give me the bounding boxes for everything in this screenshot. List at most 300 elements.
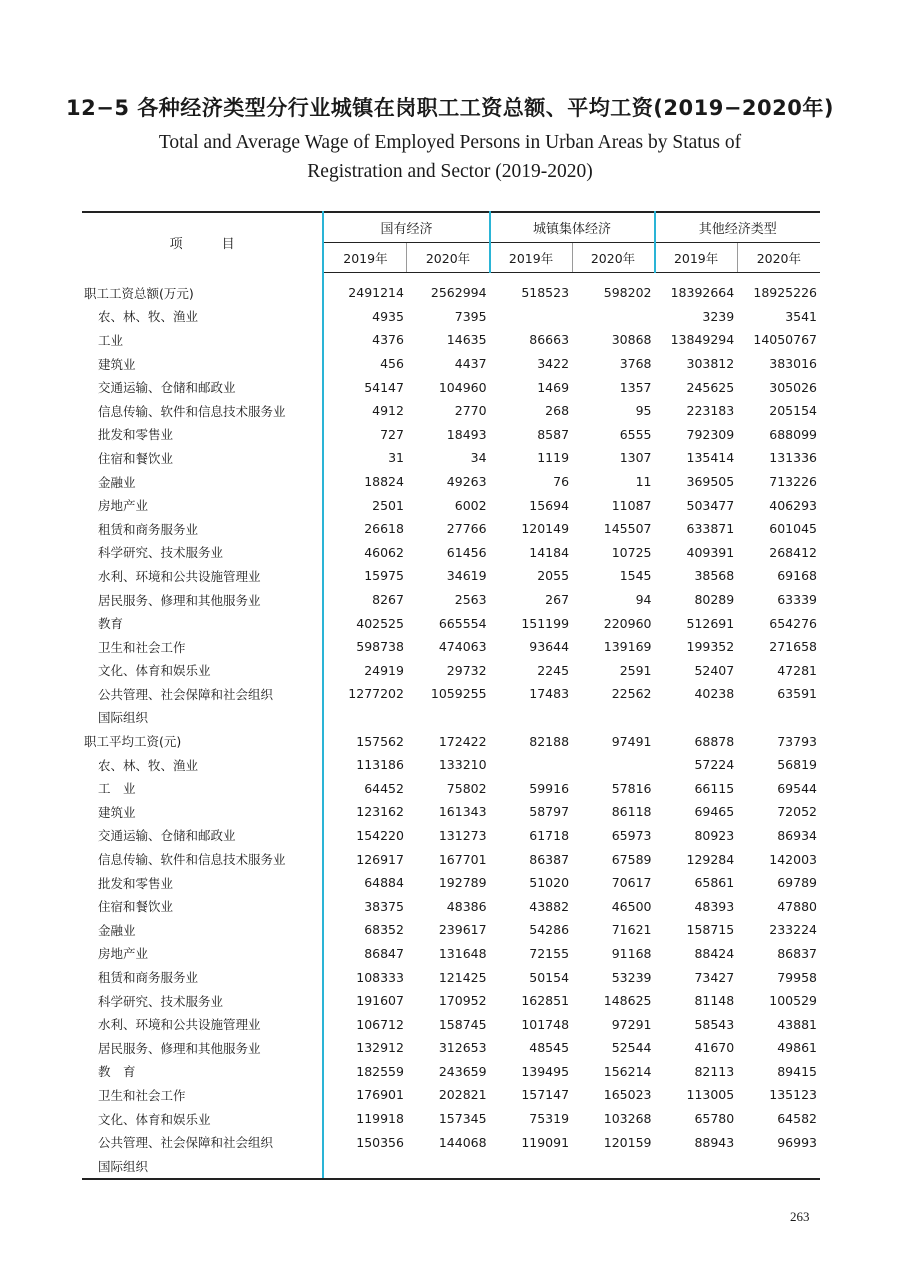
value-cell: 68878 (694, 733, 735, 749)
value-cell: 56819 (777, 757, 817, 773)
value-cell: 10725 (611, 544, 652, 560)
value-cell: 17483 (529, 686, 570, 702)
value-cell: 86663 (529, 332, 570, 348)
value-cell: 18925226 (753, 285, 817, 301)
table-row (82, 659, 820, 683)
value-cell: 267 (545, 592, 570, 608)
year-header: 2020年 (737, 243, 820, 273)
value-cell: 6555 (619, 426, 652, 442)
row-label: 农、林、牧、渔业 (82, 753, 323, 777)
value-cell: 406293 (769, 497, 817, 513)
table-row (82, 1130, 820, 1154)
value-cell: 81148 (694, 993, 735, 1009)
value-cell: 199352 (686, 639, 735, 655)
value-cell (572, 706, 654, 730)
row-label: 水利、环境和公共设施管理业 (82, 564, 323, 588)
value-cell: 108333 (356, 969, 404, 985)
value-cell (323, 1154, 407, 1179)
table-row (82, 729, 820, 753)
row-label: 国际组织 (82, 706, 323, 730)
value-cell: 93644 (529, 639, 570, 655)
value-cell: 139169 (603, 639, 652, 655)
value-cell (572, 305, 654, 329)
value-cell: 202821 (438, 1087, 487, 1103)
value-cell: 402525 (356, 615, 404, 631)
value-cell: 4935 (372, 308, 404, 324)
table-row (82, 918, 820, 942)
value-cell: 68352 (364, 922, 404, 938)
value-cell: 123162 (356, 804, 404, 820)
value-cell: 135414 (686, 450, 735, 466)
value-cell: 71621 (611, 922, 652, 938)
value-cell: 303812 (686, 356, 735, 372)
value-cell: 94 (635, 592, 652, 608)
spacer-cell (323, 273, 407, 282)
value-cell: 18493 (446, 426, 487, 442)
table-row (82, 800, 820, 824)
spacer-cell (572, 273, 654, 282)
value-cell: 103268 (603, 1111, 652, 1127)
row-label: 金融业 (82, 470, 323, 494)
value-cell: 72155 (529, 945, 570, 961)
value-cell: 2591 (619, 662, 652, 678)
value-cell: 131648 (438, 945, 487, 961)
table-row (82, 611, 820, 635)
value-cell: 53239 (611, 969, 652, 985)
row-label: 建筑业 (82, 352, 323, 376)
value-cell: 79958 (777, 969, 817, 985)
value-cell: 176901 (356, 1087, 404, 1103)
group-header-urban-collective: 城镇集体经济 (490, 212, 655, 243)
value-cell: 4912 (372, 403, 404, 419)
value-cell (572, 753, 654, 777)
value-cell: 14635 (446, 332, 487, 348)
page-number: 263 (790, 1209, 810, 1224)
table-row (82, 1036, 820, 1060)
value-cell: 31 (388, 450, 404, 466)
row-label: 文化、体育和娱乐业 (82, 1107, 323, 1131)
value-cell: 6002 (454, 497, 487, 513)
value-cell: 58543 (694, 1016, 735, 1032)
value-cell: 271658 (769, 639, 817, 655)
value-cell: 119918 (356, 1111, 404, 1127)
value-cell: 73793 (777, 733, 817, 749)
value-cell: 305026 (769, 379, 817, 395)
value-cell: 69465 (694, 804, 735, 820)
table-row (82, 305, 820, 329)
row-label: 房地产业 (82, 942, 323, 966)
value-cell: 1545 (619, 568, 652, 584)
table-row (82, 1060, 820, 1084)
row-label: 科学研究、技术服务业 (82, 541, 323, 565)
value-cell: 518523 (521, 285, 570, 301)
value-cell: 223183 (686, 403, 735, 419)
value-cell: 2562994 (430, 285, 487, 301)
value-cell: 503477 (686, 497, 735, 513)
value-cell: 2501 (372, 497, 404, 513)
table-row (82, 706, 820, 730)
row-label: 信息传输、软件和信息技术服务业 (82, 399, 323, 423)
spacer-cell (82, 273, 323, 282)
value-cell: 18824 (364, 474, 404, 490)
value-cell: 383016 (769, 356, 817, 372)
value-cell: 82188 (529, 733, 570, 749)
row-label: 科学研究、技术服务业 (82, 989, 323, 1013)
group-header-state-owned: 国有经济 (323, 212, 489, 243)
row-label: 租赁和商务服务业 (82, 965, 323, 989)
value-cell: 129284 (686, 851, 735, 867)
table-row (82, 588, 820, 612)
row-label: 住宿和餐饮业 (82, 446, 323, 470)
value-cell: 1357 (619, 379, 652, 395)
table-row (82, 281, 820, 305)
value-cell: 3422 (537, 356, 570, 372)
table-row (82, 328, 820, 352)
year-header: 2020年 (572, 243, 654, 273)
header-row-groups (82, 212, 820, 243)
value-cell: 151199 (521, 615, 570, 631)
row-label: 教 育 (82, 1060, 323, 1084)
value-cell: 101748 (521, 1016, 570, 1032)
value-cell: 131273 (438, 827, 487, 843)
value-cell: 713226 (769, 474, 817, 490)
value-cell: 192789 (438, 875, 487, 891)
value-cell: 29732 (446, 662, 487, 678)
value-cell: 120149 (521, 521, 570, 537)
table-row (82, 541, 820, 565)
value-cell: 654276 (769, 615, 817, 631)
table-row (82, 470, 820, 494)
table-row (82, 375, 820, 399)
value-cell: 97291 (611, 1016, 652, 1032)
table-row (82, 423, 820, 447)
value-cell: 46062 (364, 544, 404, 560)
row-label: 职工平均工资(元) (82, 729, 323, 753)
value-cell: 727 (380, 426, 404, 442)
value-cell: 601045 (769, 521, 817, 537)
value-cell: 409391 (686, 544, 735, 560)
value-cell: 18392664 (670, 285, 735, 301)
table-row (82, 965, 820, 989)
row-label: 居民服务、修理和其他服务业 (82, 588, 323, 612)
value-cell: 4437 (454, 356, 487, 372)
value-cell: 158745 (438, 1016, 487, 1032)
value-cell: 47880 (777, 898, 817, 914)
value-cell: 73427 (694, 969, 735, 985)
value-cell: 598202 (603, 285, 652, 301)
table-row (82, 894, 820, 918)
value-cell (737, 1154, 820, 1179)
value-cell (490, 305, 572, 329)
value-cell: 38375 (364, 898, 404, 914)
value-cell: 191607 (356, 993, 404, 1009)
value-cell: 1059255 (430, 686, 487, 702)
table-row (82, 989, 820, 1013)
table-row (82, 1154, 820, 1179)
value-cell: 50154 (529, 969, 570, 985)
value-cell: 233224 (769, 922, 817, 938)
value-cell: 1469 (537, 379, 570, 395)
table-row (82, 446, 820, 470)
year-header: 2019年 (490, 243, 572, 273)
value-cell: 182559 (356, 1063, 404, 1079)
value-cell: 40238 (694, 686, 735, 702)
value-cell: 243659 (438, 1063, 487, 1079)
value-cell: 49861 (777, 1040, 817, 1056)
value-cell: 96993 (777, 1134, 817, 1150)
row-label: 职工工资总额(万元) (82, 281, 323, 305)
row-label: 住宿和餐饮业 (82, 894, 323, 918)
value-cell: 58797 (529, 804, 570, 820)
row-label: 农、林、牧、渔业 (82, 305, 323, 329)
value-cell: 86837 (777, 945, 817, 961)
value-cell: 239617 (438, 922, 487, 938)
value-cell: 51020 (529, 875, 570, 891)
spacer-cell (407, 273, 490, 282)
value-cell: 65861 (694, 875, 735, 891)
value-cell: 64884 (364, 875, 404, 891)
row-label: 信息传输、软件和信息技术服务业 (82, 847, 323, 871)
value-cell: 7395 (454, 308, 487, 324)
value-cell: 142003 (769, 851, 817, 867)
value-cell: 72052 (777, 804, 817, 820)
row-label: 工 业 (82, 776, 323, 800)
value-cell: 43881 (777, 1016, 817, 1032)
value-cell: 2055 (537, 568, 570, 584)
value-cell: 157562 (356, 733, 404, 749)
value-cell: 792309 (686, 426, 735, 442)
value-cell: 30868 (611, 332, 652, 348)
table-row (82, 1012, 820, 1036)
value-cell: 133210 (438, 757, 487, 773)
row-label: 卫生和社会工作 (82, 1083, 323, 1107)
spacer-row (82, 273, 820, 282)
row-label: 公共管理、社会保障和社会组织 (82, 1130, 323, 1154)
value-cell: 80923 (694, 827, 735, 843)
row-label: 工业 (82, 328, 323, 352)
value-cell: 245625 (686, 379, 735, 395)
value-cell: 11087 (611, 497, 652, 513)
value-cell: 82113 (694, 1063, 735, 1079)
value-cell: 97491 (611, 733, 652, 749)
value-cell: 54147 (364, 379, 404, 395)
value-cell: 158715 (686, 922, 735, 938)
value-cell: 113005 (686, 1087, 735, 1103)
value-cell: 268412 (769, 544, 817, 560)
value-cell: 3239 (702, 308, 735, 324)
value-cell: 38568 (694, 568, 735, 584)
value-cell: 65973 (611, 827, 652, 843)
row-label: 房地产业 (82, 493, 323, 517)
value-cell: 59916 (529, 780, 570, 796)
value-cell: 100529 (769, 993, 817, 1009)
subtitle-line-2: Registration and Sector (2019-2020) (307, 161, 593, 182)
row-label: 水利、环境和公共设施管理业 (82, 1012, 323, 1036)
value-cell: 157147 (521, 1087, 570, 1103)
value-cell: 8587 (537, 426, 570, 442)
value-cell: 65780 (694, 1111, 735, 1127)
row-label: 文化、体育和娱乐业 (82, 659, 323, 683)
value-cell: 144068 (438, 1134, 487, 1150)
value-cell: 688099 (769, 426, 817, 442)
value-cell: 66115 (694, 780, 735, 796)
value-cell: 34619 (446, 568, 487, 584)
value-cell: 121425 (438, 969, 487, 985)
value-cell: 161343 (438, 804, 487, 820)
value-cell: 154220 (356, 827, 404, 843)
value-cell: 14050767 (753, 332, 817, 348)
value-cell: 205154 (769, 403, 817, 419)
value-cell: 135123 (769, 1087, 817, 1103)
value-cell: 63339 (777, 592, 817, 608)
table-row (82, 942, 820, 966)
value-cell: 119091 (521, 1134, 570, 1150)
spacer-cell (655, 273, 738, 282)
value-cell: 26618 (364, 521, 404, 537)
value-cell: 104960 (438, 379, 487, 395)
value-cell: 22562 (611, 686, 652, 702)
table-row (82, 824, 820, 848)
value-cell: 14184 (529, 544, 570, 560)
value-cell: 76 (553, 474, 570, 490)
value-cell: 665554 (438, 615, 487, 631)
row-label: 金融业 (82, 918, 323, 942)
value-cell: 67589 (611, 851, 652, 867)
value-cell: 52407 (694, 662, 735, 678)
table-row (82, 517, 820, 541)
year-header: 2019年 (655, 243, 738, 273)
row-label: 卫生和社会工作 (82, 635, 323, 659)
value-cell (572, 1154, 654, 1179)
value-cell (407, 706, 490, 730)
row-label: 租赁和商务服务业 (82, 517, 323, 541)
year-header: 2020年 (407, 243, 490, 273)
value-cell: 165023 (603, 1087, 652, 1103)
value-cell: 46500 (611, 898, 652, 914)
value-cell: 106712 (356, 1016, 404, 1032)
value-cell: 34 (470, 450, 487, 466)
value-cell: 13849294 (670, 332, 735, 348)
value-cell: 2245 (537, 662, 570, 678)
value-cell: 8267 (372, 592, 404, 608)
value-cell: 95 (635, 403, 652, 419)
value-cell: 598738 (356, 639, 404, 655)
table-row (82, 682, 820, 706)
table-row (82, 776, 820, 800)
value-cell: 1307 (619, 450, 652, 466)
value-cell: 86387 (529, 851, 570, 867)
row-label: 交通运输、仓储和邮政业 (82, 375, 323, 399)
value-cell: 69789 (777, 875, 817, 891)
row-label: 批发和零售业 (82, 423, 323, 447)
table-row (82, 493, 820, 517)
value-cell (655, 1154, 738, 1179)
value-cell: 86847 (364, 945, 404, 961)
value-cell: 1277202 (348, 686, 404, 702)
value-cell: 54286 (529, 922, 570, 938)
value-cell: 63591 (777, 686, 817, 702)
table-body (82, 273, 820, 1179)
value-cell: 2770 (454, 403, 487, 419)
item-column-header: 项 目 (82, 212, 323, 273)
value-cell: 126917 (356, 851, 404, 867)
table-row (82, 871, 820, 895)
value-cell: 3768 (619, 356, 652, 372)
table-row (82, 564, 820, 588)
row-label: 公共管理、社会保障和社会组织 (82, 682, 323, 706)
value-cell: 89415 (777, 1063, 817, 1079)
value-cell: 86934 (777, 827, 817, 843)
value-cell: 132912 (356, 1040, 404, 1056)
table-row (82, 399, 820, 423)
value-cell: 88943 (694, 1134, 735, 1150)
value-cell: 69544 (777, 780, 817, 796)
value-cell: 131336 (769, 450, 817, 466)
value-cell: 27766 (446, 521, 487, 537)
row-label: 国际组织 (82, 1154, 323, 1179)
value-cell: 61718 (529, 827, 570, 843)
value-cell: 80289 (694, 592, 735, 608)
value-cell: 48386 (446, 898, 487, 914)
value-cell (323, 706, 407, 730)
value-cell: 64582 (777, 1111, 817, 1127)
value-cell: 167701 (438, 851, 487, 867)
table-row (82, 753, 820, 777)
value-cell: 75319 (529, 1111, 570, 1127)
row-label: 建筑业 (82, 800, 323, 824)
value-cell: 70617 (611, 875, 652, 891)
row-label: 居民服务、修理和其他服务业 (82, 1036, 323, 1060)
value-cell (407, 1154, 490, 1179)
table-row (82, 1083, 820, 1107)
value-cell: 157345 (438, 1111, 487, 1127)
value-cell: 41670 (694, 1040, 735, 1056)
page-subtitle (0, 128, 900, 186)
value-cell: 512691 (686, 615, 735, 631)
spacer-cell (490, 273, 572, 282)
value-cell: 91168 (611, 945, 652, 961)
value-cell: 86118 (611, 804, 652, 820)
value-cell: 15694 (529, 497, 570, 513)
year-header: 2019年 (323, 243, 407, 273)
value-cell: 474063 (438, 639, 487, 655)
value-cell (737, 706, 820, 730)
value-cell: 61456 (446, 544, 487, 560)
value-cell: 57816 (611, 780, 652, 796)
page-title: 12−5 各种经济类型分行业城镇在岗职工工资总额、平均工资(2019−2020年) (66, 96, 834, 120)
value-cell: 24919 (364, 662, 404, 678)
value-cell: 49263 (446, 474, 487, 490)
value-cell: 43882 (529, 898, 570, 914)
value-cell (655, 706, 738, 730)
value-cell: 47281 (777, 662, 817, 678)
value-cell: 220960 (603, 615, 652, 631)
value-cell: 312653 (438, 1040, 487, 1056)
value-cell: 48545 (529, 1040, 570, 1056)
value-cell: 75802 (446, 780, 487, 796)
value-cell: 69168 (777, 568, 817, 584)
wage-table (82, 211, 820, 1180)
spacer-cell (737, 273, 820, 282)
value-cell: 150356 (356, 1134, 404, 1150)
value-cell: 1119 (537, 450, 570, 466)
value-cell: 369505 (686, 474, 735, 490)
value-cell: 170952 (438, 993, 487, 1009)
value-cell: 633871 (686, 521, 735, 537)
value-cell: 113186 (356, 757, 404, 773)
row-label: 教育 (82, 611, 323, 635)
value-cell: 4376 (372, 332, 404, 348)
